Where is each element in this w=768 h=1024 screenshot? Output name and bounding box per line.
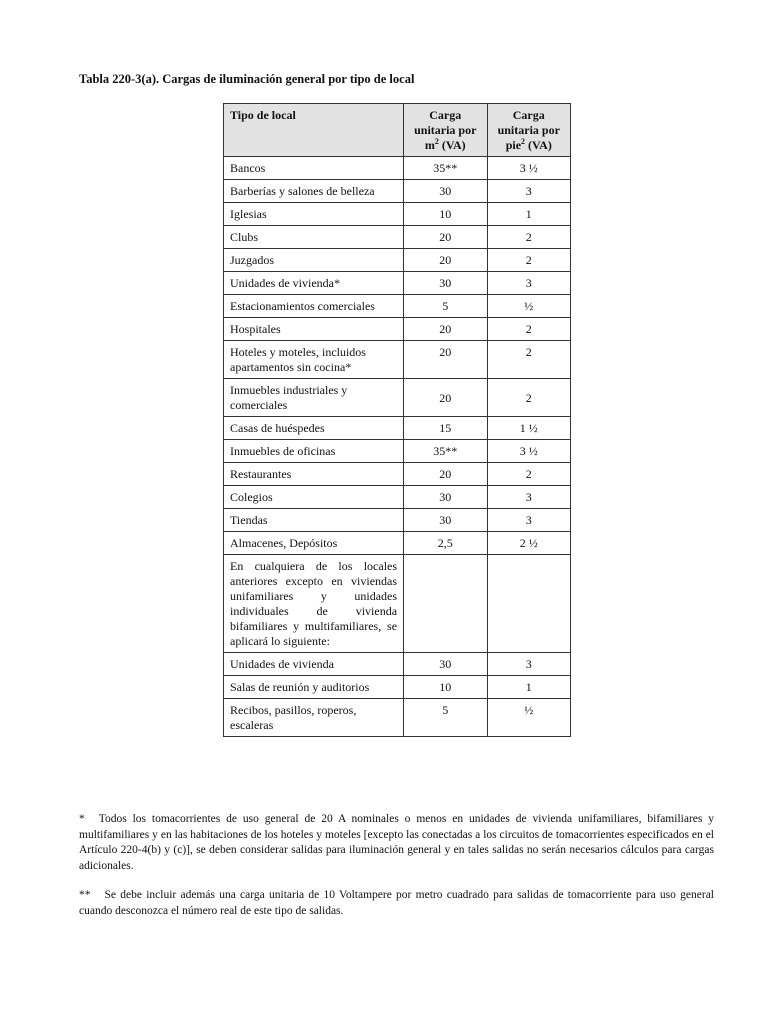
cell-tipo: Colegios: [224, 486, 404, 509]
cell-pie2: 3: [487, 180, 571, 203]
table-row: [224, 295, 571, 318]
table-row: [224, 440, 571, 463]
cell-tipo: Clubs: [224, 226, 404, 249]
cell-m2: 5: [404, 295, 487, 318]
cell-m2: 20: [404, 379, 487, 417]
cell-m2: 20: [404, 226, 487, 249]
cell-m2: 30: [404, 653, 487, 676]
cell-tipo: Tiendas: [224, 509, 404, 532]
cell-tipo: Unidades de vivienda: [224, 653, 404, 676]
table-row: [224, 203, 571, 226]
table-row: [224, 379, 571, 417]
cell-tipo: Casas de huéspedes: [224, 417, 404, 440]
cell-pie2: 3: [487, 272, 571, 295]
cell-m2: [404, 555, 487, 653]
table-header-row: [224, 104, 571, 157]
cell-tipo: Inmuebles industriales y comerciales: [224, 379, 404, 417]
cell-tipo: Hospitales: [224, 318, 404, 341]
table-row: [224, 653, 571, 676]
cell-pie2: 3 ½: [487, 157, 571, 180]
table-row: [224, 417, 571, 440]
header-carga-pie2: Carga unitaria por pie$^2$ (VA): [487, 104, 571, 157]
cell-m2: 20: [404, 318, 487, 341]
cell-pie2: 2: [487, 379, 571, 417]
cell-m2: 30: [404, 272, 487, 295]
header-carga-m2: Carga unitaria por $m^2$ (VA): [404, 104, 487, 157]
cell-tipo: Hoteles y moteles, incluidos apartamentos sin cocina*: [224, 341, 404, 379]
cell-pie2: 2 ½: [487, 532, 571, 555]
table-row: [224, 180, 571, 203]
footnote-mark: *: [79, 813, 85, 825]
cell-m2: 35**: [404, 440, 487, 463]
cell-pie2: 2: [487, 463, 571, 486]
table-row: [224, 463, 571, 486]
cell-m2: 10: [404, 203, 487, 226]
cell-pie2: 3: [487, 486, 571, 509]
table-row: [224, 226, 571, 249]
footnote-double-asterisk: [79, 888, 714, 919]
footnote-text: Se debe incluir además una carga unitaria de 10 Voltampere por metro cuadrado para salidas de tomacorriente para uso general cuando desconozca el número real de este tipo de salidas.: [79, 889, 714, 917]
cell-tipo: Estacionamientos comerciales: [224, 295, 404, 318]
cell-tipo: Restaurantes: [224, 463, 404, 486]
footnote-text: Todos los tomacorrientes de uso general de 20 A nominales o menos en unidades de vivienda unifamiliares, bifamiliares y multifamiliares y en las habitaciones de los hoteles y moteles [excepto las conectadas a los circuitos de tomacorrientes especificados en el Artículo 220-4(b) y (c)], se deben considerar salidas para iluminación general y en tales salidas no serán necesarios cálculos para cargas adicionales.: [79, 813, 714, 872]
table-row: [224, 272, 571, 295]
cell-m2: 5: [404, 699, 487, 737]
cell-m2: 10: [404, 676, 487, 699]
cell-tipo: Unidades de vivienda*: [224, 272, 404, 295]
cell-m2: 30: [404, 180, 487, 203]
cell-tipo: Juzgados: [224, 249, 404, 272]
cell-pie2: 2: [487, 226, 571, 249]
table-row: [224, 318, 571, 341]
cell-pie2: [487, 555, 571, 653]
cell-pie2: 1: [487, 676, 571, 699]
cell-pie2: 1: [487, 203, 571, 226]
cell-pie2: 2: [487, 318, 571, 341]
cell-tipo: Almacenes, Depósitos: [224, 532, 404, 555]
cell-pie2: 3 ½: [487, 440, 571, 463]
cell-m2: 20: [404, 463, 487, 486]
cell-m2: 2,5: [404, 532, 487, 555]
table-row: [224, 157, 571, 180]
cell-pie2: 1 ½: [487, 417, 571, 440]
cell-tipo: Recibos, pasillos, roperos, escaleras: [224, 699, 404, 737]
table-row: [224, 532, 571, 555]
cell-pie2: ½: [487, 699, 571, 737]
table-row: [224, 699, 571, 737]
cell-pie2: 2: [487, 249, 571, 272]
cell-m2: 20: [404, 249, 487, 272]
cell-m2: 30: [404, 509, 487, 532]
table-row: [224, 486, 571, 509]
cell-pie2: ½: [487, 295, 571, 318]
cell-pie2: 2: [487, 341, 571, 379]
lighting-loads-table: [223, 103, 571, 737]
table-row: [224, 555, 571, 653]
table-row: [224, 509, 571, 532]
cell-m2: 15: [404, 417, 487, 440]
cell-pie2: 3: [487, 653, 571, 676]
table-row: [224, 341, 571, 379]
header-tipo-de-local: Tipo de local: [224, 104, 404, 157]
cell-m2: 20: [404, 341, 487, 379]
cell-tipo: Barberías y salones de belleza: [224, 180, 404, 203]
table-row: [224, 676, 571, 699]
footnote-single-asterisk: [79, 812, 714, 874]
cell-pie2: 3: [487, 509, 571, 532]
cell-tipo: Iglesias: [224, 203, 404, 226]
cell-tipo: Bancos: [224, 157, 404, 180]
cell-tipo: Salas de reunión y auditorios: [224, 676, 404, 699]
cell-m2: 30: [404, 486, 487, 509]
table-title: Tabla 220-3(a). Cargas de iluminación general por tipo de local: [79, 72, 415, 86]
cell-tipo: En cualquiera de los locales anteriores excepto en viviendas unifamiliares y unidades individuales de vivienda bifamiliares y multifamiliares, se aplicará lo siguiente:: [224, 555, 404, 653]
footnote-mark: **: [79, 889, 91, 901]
table-row: [224, 249, 571, 272]
cell-tipo: Inmuebles de oficinas: [224, 440, 404, 463]
cell-m2: 35**: [404, 157, 487, 180]
